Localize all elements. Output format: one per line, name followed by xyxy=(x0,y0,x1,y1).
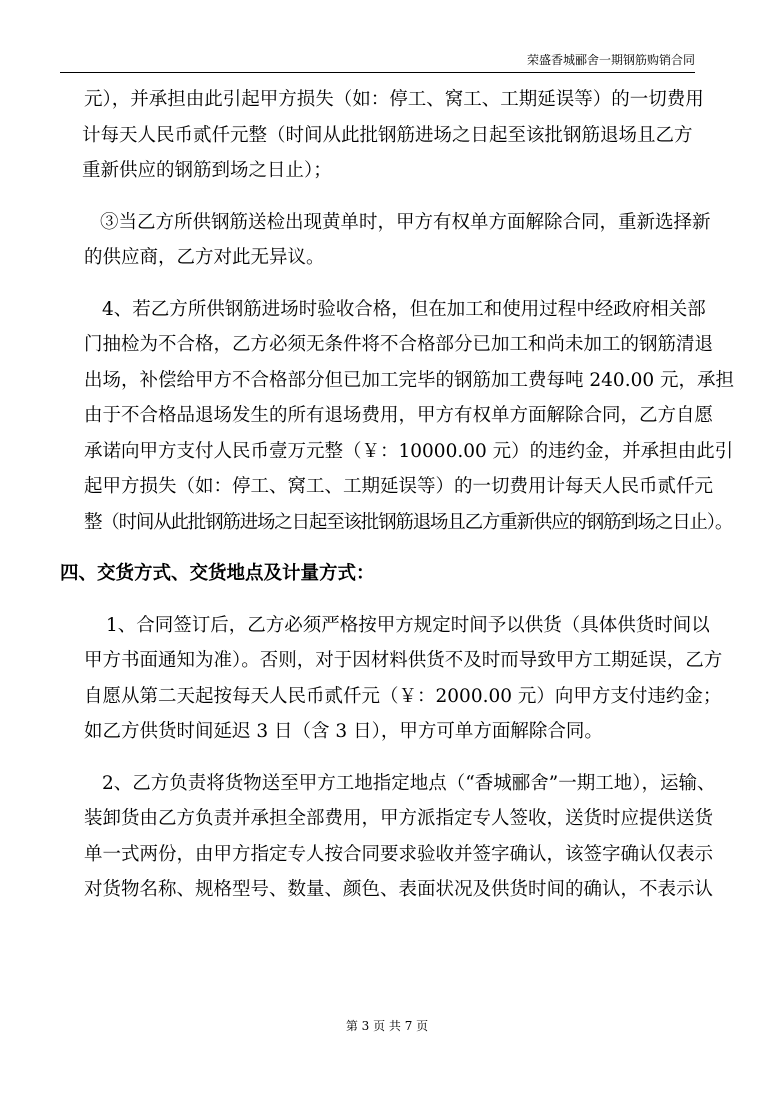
text-line: 4、若乙方所供钢筋进场时验收合格，但在加工和使用过程中经政府相关部 xyxy=(102,298,706,320)
page-footer xyxy=(0,1018,774,1034)
text-line: 装卸货由乙方负责并承担全部费用，甲方派指定专人签收，送货时应提供送货 xyxy=(84,808,714,829)
page-header xyxy=(60,50,695,73)
text-line: 对货物名称、规格型号、数量、颜色、表面状况及供货时间的确认，不表示认 xyxy=(84,879,714,900)
text-line: 1、合同签订后，乙方必须严格按甲方规定时间予以供货（具体供货时间以 xyxy=(106,614,710,636)
text-line: 元），并承担由此引起甲方损失（如：停工、窝工、工期延误等）的一切费用 xyxy=(84,89,704,110)
text-line: 甲方书面通知为准）。否则，对于因材料供货不及时而导致甲方工期延误，乙方 xyxy=(84,650,723,671)
page-number: 第 3 页 共 7 页 xyxy=(345,1019,429,1033)
text-line: 计每天人民币贰仟元整（时间从此批钢筋进场之日起至该批钢筋退场且乙方 xyxy=(82,124,693,146)
paragraph-clause-4 xyxy=(84,292,734,541)
text-line: 整（时间从此批钢筋进场之日起至该批钢筋退场且乙方重新供应的钢筋到场之日止）。 xyxy=(84,511,733,533)
text-line: 的供应商，乙方对此无异议。 xyxy=(84,247,325,268)
text-line: 自愿从第二天起按每天人民币贰仟元（￥：2000.00 元）向甲方支付违约金； xyxy=(84,685,722,707)
text-line: 由于不合格品退场发生的所有退场费用，甲方有权单方面解除合同，乙方自愿 xyxy=(84,405,714,426)
paragraph-delivery-clause-1 xyxy=(84,608,723,750)
paragraph-penalty-continuation xyxy=(84,82,714,189)
text-line: 门抽检为不合格，乙方必须无条件将不合格部分已加工和尚未加工的钢筋清退 xyxy=(84,334,714,355)
paragraph-delivery-clause-2 xyxy=(84,766,716,908)
text-line: 重新供应的钢筋到场之日止）； xyxy=(82,160,332,181)
text-line: 起甲方损失（如：停工、窝工、工期延误等）的一切费用计每天人民币贰仟元 xyxy=(84,476,714,497)
header-title: 荣盛香城郦舍一期钢筋购销合同 xyxy=(526,53,695,67)
document-body xyxy=(60,82,734,908)
text-line: 承诺向甲方支付人民币壹万元整（￥：10000.00 元）的违约金，并承担由此引 xyxy=(84,440,734,462)
paragraph-yellow-slip-clause xyxy=(84,205,714,276)
text-line: 如乙方供货时间延迟 3 日（含 3 日），甲方可单方面解除合同。 xyxy=(84,721,603,742)
text-line: ③当乙方所供钢筋送检出现黄单时，甲方有权单方面解除合同，重新选择新 xyxy=(100,211,711,233)
text-line: 单一式两份，由甲方指定专人按合同要求验收并签字确认，该签字确认仅表示 xyxy=(84,843,714,865)
text-line: 出场，补偿给甲方不合格部分但已加工完毕的钢筋加工费每吨 240.00 元，承担 xyxy=(84,369,734,391)
text-line: 2、乙方负责将货物送至甲方工地指定地点（“香城郦舍”一期工地），运输、 xyxy=(102,772,716,794)
section-heading: 四、交货方式、交货地点及计量方式： xyxy=(60,563,375,584)
